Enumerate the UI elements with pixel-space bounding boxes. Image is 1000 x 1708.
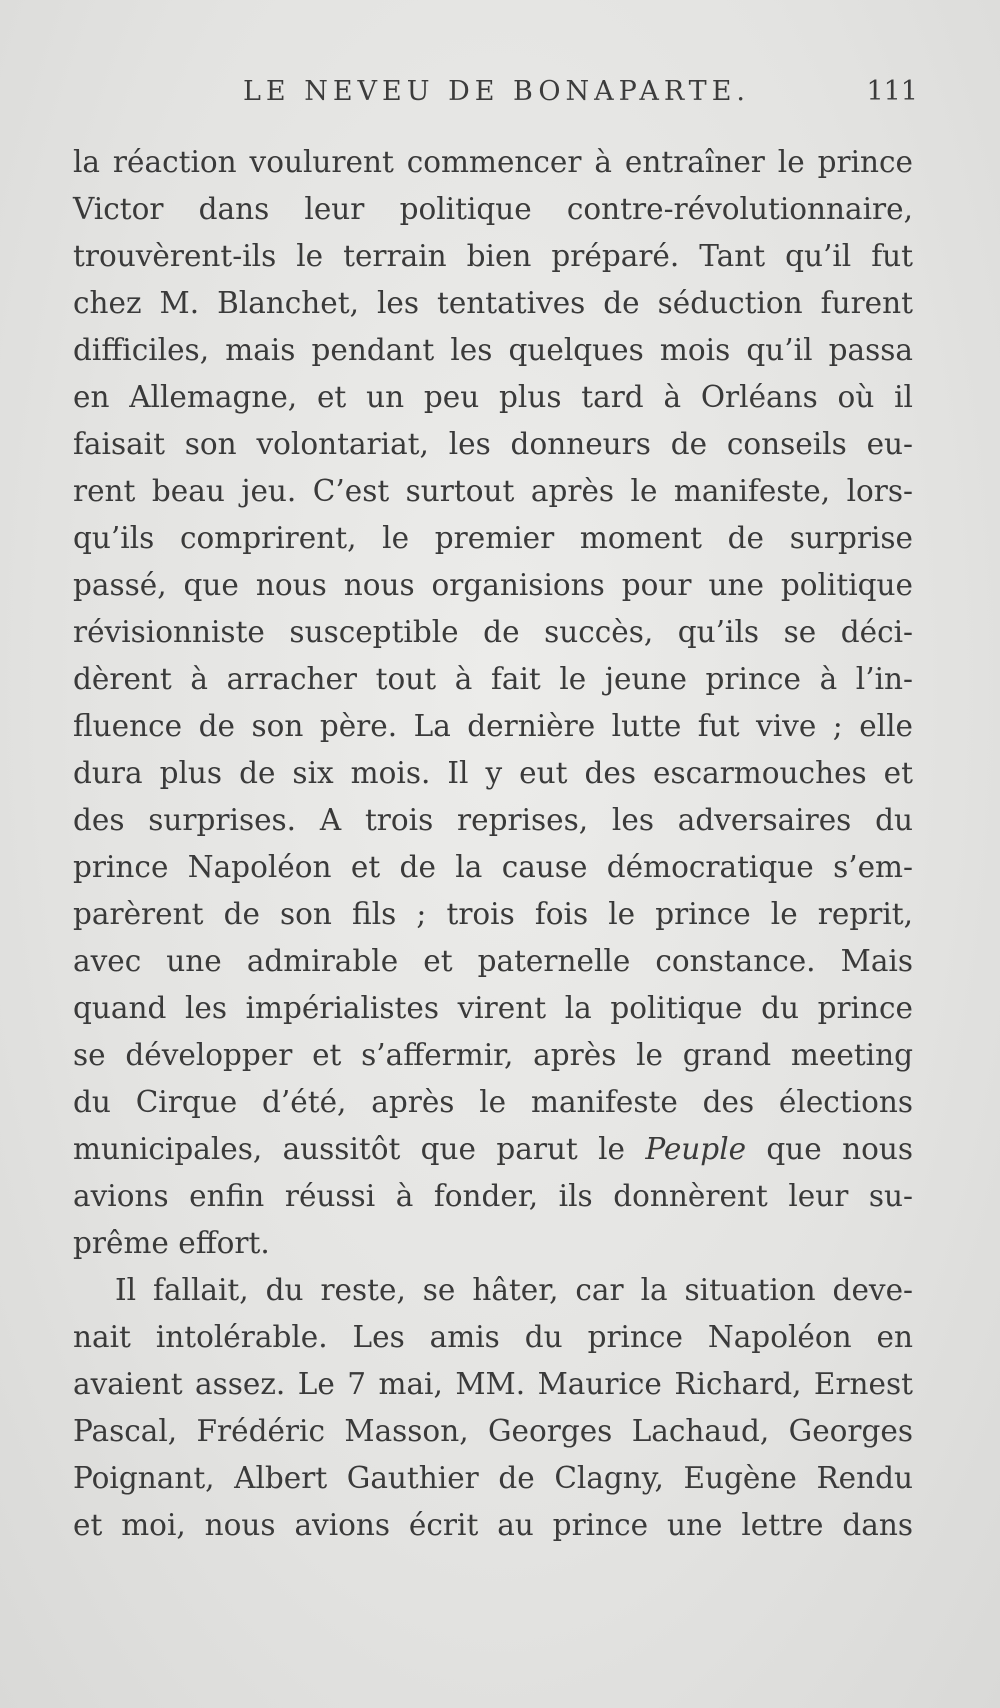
text-line: passé, que nous nous organisions pour une politique	[73, 568, 913, 602]
page-number: 111	[866, 76, 918, 107]
running-title: LE NEVEU DE BONAPARTE.	[243, 76, 750, 107]
text-line: avec une admirable et paternelle constance. Mais	[73, 944, 913, 978]
text-line-first: Il fallait, du reste, se hâter, car la situation deve-	[115, 1273, 913, 1307]
text-line: chez M. Blanchet, les tentatives de séduction furent	[73, 286, 913, 320]
text-line: en Allemagne, et un peu plus tard à Orléans où il	[73, 380, 913, 414]
text-line	[73, 1126, 913, 1173]
newspaper-title-italic: Peuple	[645, 1132, 747, 1166]
text-line: dura plus de six mois. Il y eut des escarmouches et	[73, 756, 913, 790]
paragraph-2	[73, 1267, 913, 1549]
text-line: rent beau jeu. C’est surtout après le manifeste, lors-	[73, 474, 913, 508]
text-run: que nous	[746, 1132, 913, 1166]
text-line: parèrent de son fils ; trois fois le prince le reprit,	[73, 897, 913, 931]
text-line: Poignant, Albert Gauthier de Clagny, Eugène Rendu	[73, 1461, 913, 1495]
text-line: prince Napoléon et de la cause démocratique s’em-	[73, 850, 913, 884]
text-line: difficiles, mais pendant les quelques mois qu’il passa	[73, 333, 913, 367]
text-line: trouvèrent-ils le terrain bien préparé. Tant qu’il fut	[73, 239, 913, 273]
text-line: se développer et s’affermir, après le grand meeting	[73, 1038, 913, 1072]
text-line: Victor dans leur politique contre-révolutionnaire,	[73, 192, 913, 226]
paragraph-1	[73, 139, 913, 1267]
text-line: faisait son volontariat, les donneurs de conseils eu-	[73, 427, 913, 461]
text-run: municipales, aussitôt que parut le	[73, 1132, 646, 1166]
text-line: du Cirque d’été, après le manifeste des élections	[73, 1085, 913, 1119]
text-line: nait intolérable. Les amis du prince Napoléon en	[73, 1320, 913, 1354]
text-line: révisionniste susceptible de succès, qu’ils se déci-	[73, 615, 913, 649]
text-line: avaient assez. Le 7 mai, MM. Maurice Richard, Ernest	[73, 1367, 913, 1401]
text-line: et moi, nous avions écrit au prince une lettre dans	[73, 1508, 913, 1542]
text-line: qu’ils comprirent, le premier moment de surprise	[73, 521, 913, 555]
text-line-last: prême effort.	[73, 1226, 270, 1260]
text-line: la réaction voulurent commencer à entraîner le prince	[73, 145, 913, 179]
text-line: des surprises. A trois reprises, les adversaires du	[73, 803, 913, 837]
text-line: dèrent à arracher tout à fait le jeune prince à l’in-	[73, 662, 913, 696]
body-text	[73, 139, 913, 1549]
text-line: quand les impérialistes virent la politique du prince	[73, 991, 913, 1025]
page-header	[75, 76, 918, 116]
text-line: Pascal, Frédéric Masson, Georges Lachaud, Georges	[73, 1414, 913, 1448]
text-line: fluence de son père. La dernière lutte fut vive ; elle	[73, 709, 913, 743]
text-line: avions enfin réussi à fonder, ils donnèrent leur su-	[73, 1179, 913, 1213]
